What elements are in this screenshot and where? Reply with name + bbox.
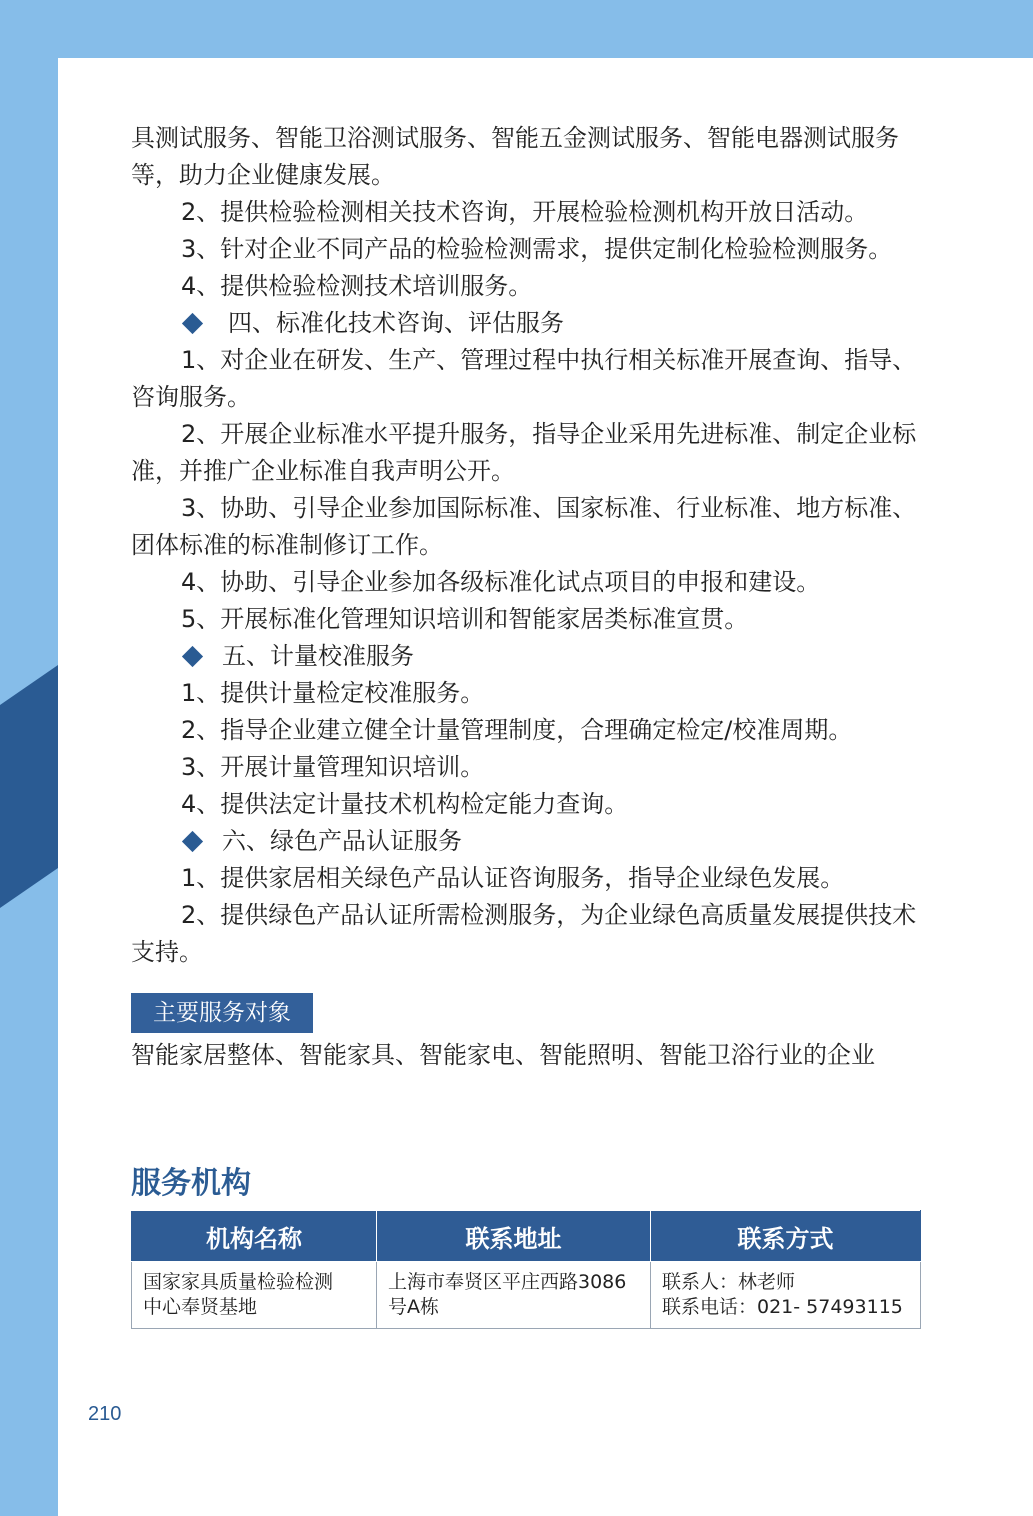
service-targets-text: 智能家居整体、智能家具、智能家电、智能照明、智能卫浴行业的企业 [131,1041,875,1069]
paragraph-item: 2、提供绿色产品认证所需检测服务，为企业绿色高质量发展提供技术支持。 [131,901,917,966]
table-header-row [132,1211,921,1262]
paragraph-item: 2、开展企业标准水平提升服务，指导企业采用先进标准、制定企业标准，并推广企业标准自我声明公开。 [131,420,917,485]
paragraph-item: 4、提供法定计量技术机构检定能力查询。 [181,790,629,818]
org-address-line: 上海市奉贤区平庄西路3086 [388,1271,627,1293]
paragraph-item: 1、提供计量检定校准服务。 [181,679,485,707]
org-contact-cell [651,1262,921,1329]
page-number: 210 [88,1403,122,1425]
paragraph-item: 2、指导企业建立健全计量管理制度，合理确定检定/校准周期。 [181,716,853,744]
column-header-name: 机构名称 [132,1211,377,1262]
diamond-icon [182,313,203,334]
section-heading-6 [131,823,921,860]
org-name-line: 国家家具质量检验检测 [143,1271,334,1293]
service-targets-label: 主要服务对象 [131,993,313,1033]
org-table [131,1210,921,1329]
paragraph-item: 4、提供检验检测技术培训服务。 [181,272,533,300]
org-contact-phone: 联系电话：021- 57493115 [662,1296,903,1318]
paragraph-item: 2、提供检验检测相关技术咨询，开展检验检测机构开放日活动。 [181,198,869,226]
column-header-address: 联系地址 [377,1211,651,1262]
paragraph-item: 3、针对企业不同产品的检验检测需求，提供定制化检验检测服务。 [181,235,893,263]
paragraph-item: 4、协助、引导企业参加各级标准化试点项目的申报和建设。 [181,568,821,596]
section-heading-text: 六、绿色产品认证服务 [222,827,462,855]
paragraph-item: 5、开展标准化管理知识培训和智能家居类标准宣贯。 [181,605,749,633]
paragraph-item: 1、对企业在研发、生产、管理过程中执行相关标准开展查询、指导、咨询服务。 [131,346,917,411]
org-contact-person: 联系人：林老师 [662,1271,796,1293]
org-address-line: 号A栋 [388,1296,439,1318]
paragraph-item: 3、开展计量管理知识培训。 [181,753,485,781]
diamond-icon [182,646,203,667]
section-heading-5 [131,638,921,675]
paragraph-item: 3、协助、引导企业参加国际标准、国家标准、行业标准、地方标准、团体标准的标准制修订工作。 [131,494,917,559]
column-header-contact: 联系方式 [651,1211,921,1262]
top-color-band [0,0,1033,58]
body-content [131,120,921,1074]
diamond-icon [182,831,203,852]
paragraph-continued: 具测试服务、智能卫浴测试服务、智能五金测试服务、智能电器测试服务等，助力企业健康发展。 [131,124,899,189]
org-address-cell [377,1262,651,1329]
table-row [132,1262,921,1329]
section-heading-text: 四、标准化技术咨询、评估服务 [228,309,564,337]
paragraph-item: 1、提供家居相关绿色产品认证咨询服务，指导企业绿色发展。 [181,864,845,892]
section-heading-text: 五、计量校准服务 [222,642,414,670]
org-section-title: 服务机构 [131,1166,251,1201]
left-dark-accent [0,0,58,1516]
org-name-line: 中心奉贤基地 [143,1296,258,1318]
org-name-cell [132,1262,377,1329]
section-heading-4 [131,305,921,342]
